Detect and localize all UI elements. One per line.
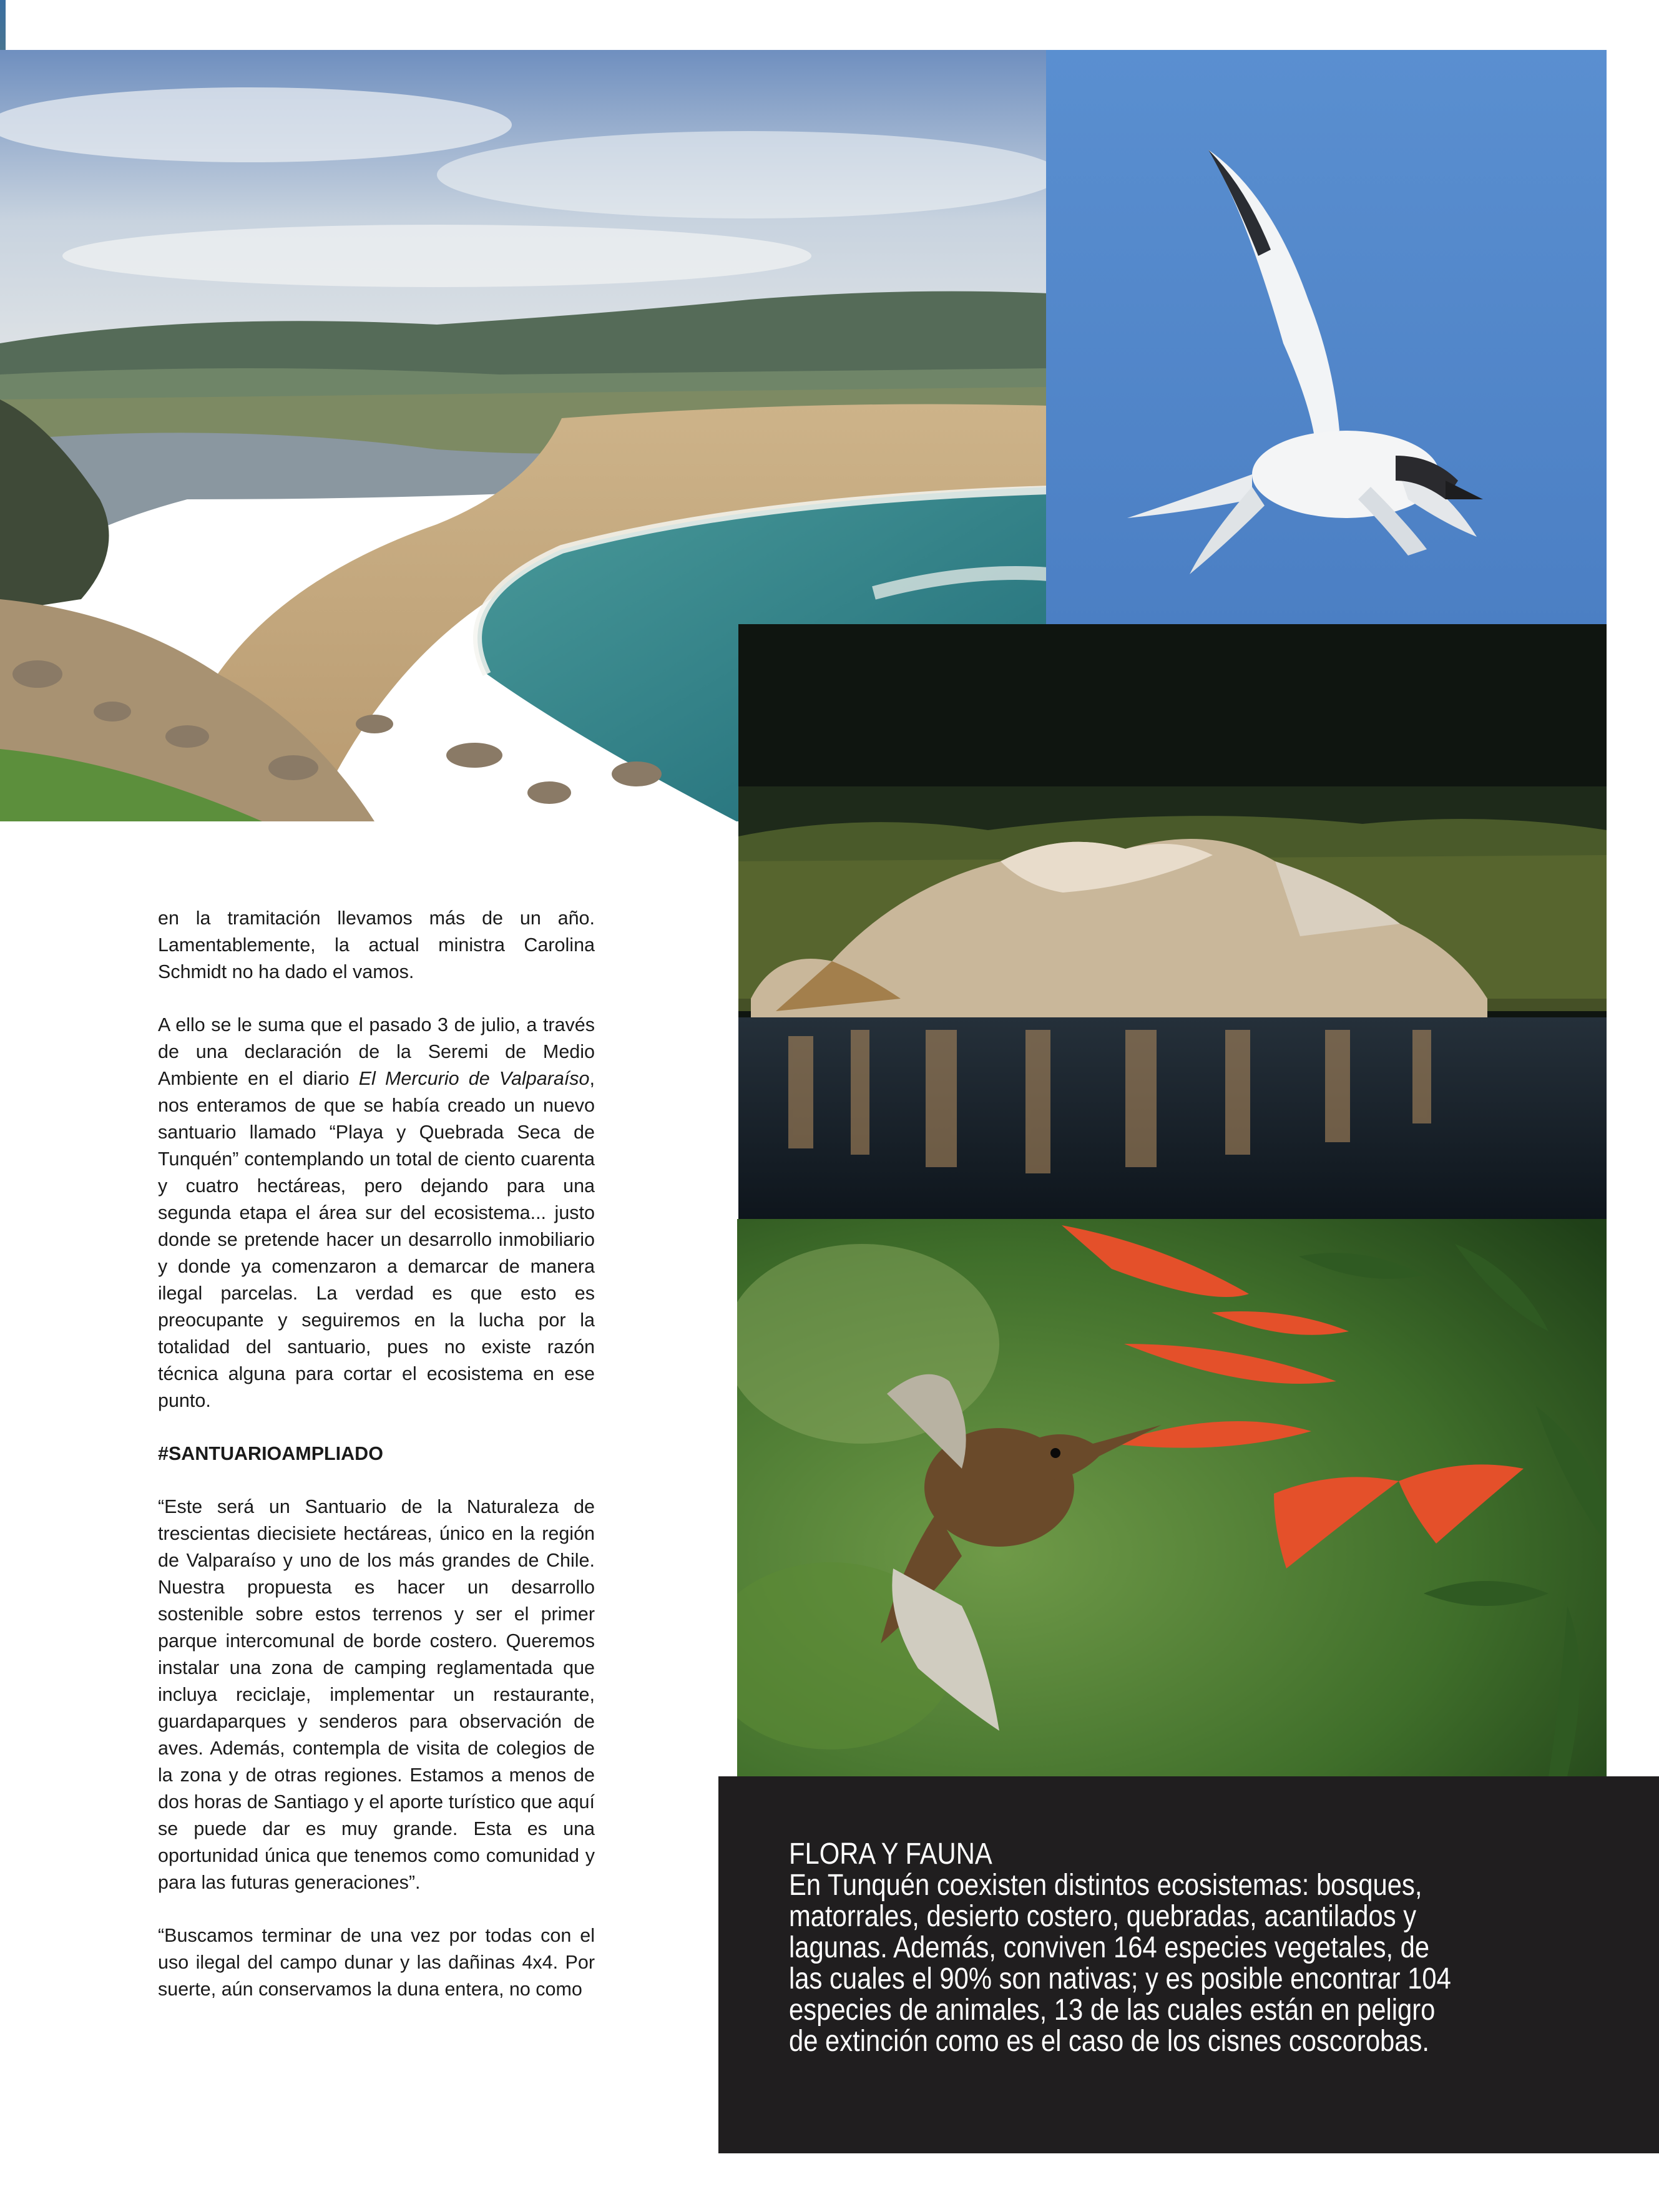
flora-fauna-caption-box [718, 1776, 1659, 2153]
article-body [158, 905, 595, 2029]
article-paragraph-2-end: , nos enteramos de que se había creado un nuevo santuario llamado “Playa y Quebrada Seca de Tunquén” contemplando un total de ciento cuarenta y cuatro hectáreas, pero dejando para una segunda etapa el área sur del ecosistema... justo donde se pretende hacer un desarrollo inmobiliario y donde ya comenzaron a demarcar de manera ilegal parcelas. La verdad es que esto es preocupante y seguiremos en la lucha por la totalidad del santuario, pues no existe razón técnica alguna para cortar el ecosistema en ese punto. [158, 1068, 595, 1411]
article-paragraph-2-start: A ello se le suma que el pasado 3 de julio, a través de una declaración de la Seremi de Medio Ambiente en el diario [158, 1014, 595, 1089]
article-paragraph-2 [158, 1012, 595, 1414]
caption-text: En Tunquén coexisten distintos ecosistemas: bosques, matorrales, desierto costero, quebradas, acantilados y lagunas. Además, conviven 164 especies vegetales, de las cuales el 90% son nativas; y es posible encontrar 104 especies de animales, 13 de las cuales están en peligro de extinción como es el caso de los cisnes coscorobas. [789, 1869, 1451, 2058]
rock-reflection-photo [738, 624, 1607, 1220]
article-paragraph-3: “Este será un Santuario de la Naturaleza de trescientas diecisiete hectáreas, único en la región de Valparaíso y uno de los más grandes de Chile. Nuestra propuesta es hacer un desarrollo sostenible sobre estos terrenos y ser el primer parque intercomunal de borde costero. Queremos instalar una zona de camping reglamentada que incluya reciclaje, implementar un restaurante, guardaparques y senderos para observación de aves. Además, contempla de visita de colegios de la zona y de otras regiones. Estamos a menos de dos horas de Santiago y el aporte turístico que aquí se puede dar es muy grande. Esta es una oportunidad única que tenemos como comunidad y para las futuras generaciones”. [158, 1496, 595, 1893]
tern-bird-photo [1046, 50, 1607, 627]
article-paragraph-1: en la tramitación llevamos más de un año. Lamentablemente, la actual ministra Carolina Schmidt no ha dado el vamos. [158, 908, 595, 982]
newspaper-name: El Mercurio de Valparaíso [358, 1068, 590, 1089]
section-hashtag-heading: #SANTUARIOAMPLIADO [158, 1443, 383, 1464]
hummingbird-photo [737, 1219, 1607, 1776]
article-paragraph-4: “Buscamos terminar de una vez por todas con el uso ilegal del campo dunar y las dañinas 4x4. Por suerte, aún conservamos la duna entera, no como [158, 1925, 595, 2000]
caption-title: FLORA Y FAUNA [789, 1838, 992, 1871]
